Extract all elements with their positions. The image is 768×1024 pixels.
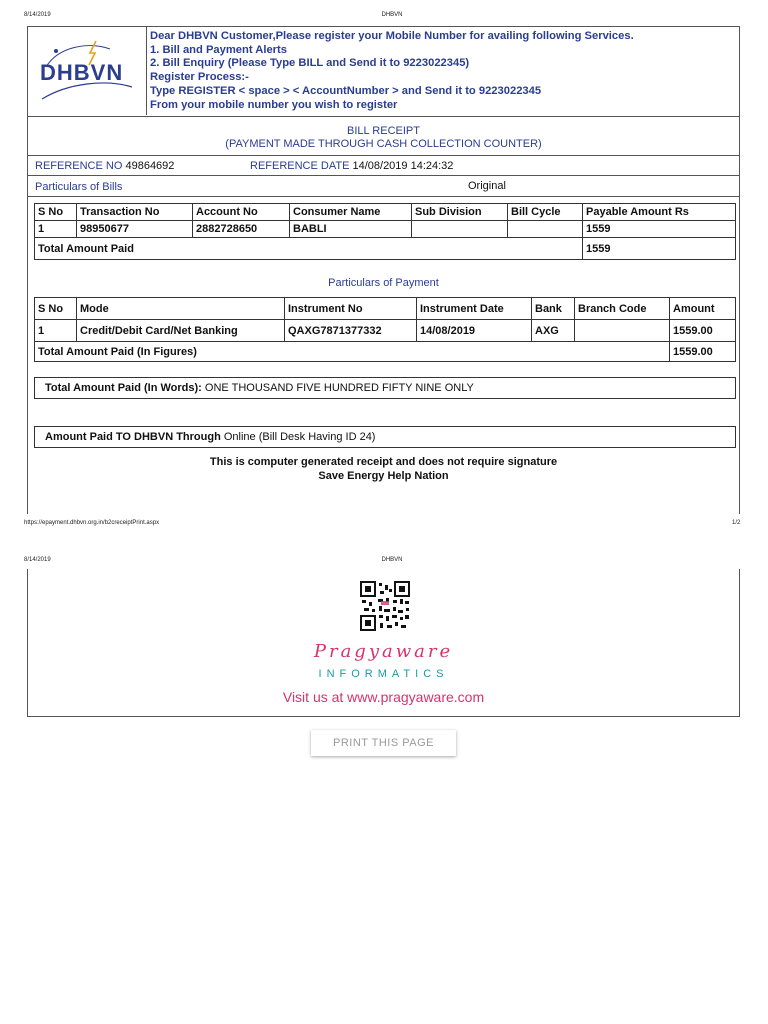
table-cell xyxy=(412,221,508,238)
table-cell: AXG xyxy=(532,320,575,342)
table-cell: 1559 xyxy=(583,221,736,238)
reference-date-label: REFERENCE DATE xyxy=(250,160,350,172)
column-header: S No xyxy=(35,298,77,320)
reference-date xyxy=(250,160,453,172)
column-header: Sub Division xyxy=(412,204,508,221)
table-header-row xyxy=(35,204,736,221)
total-row xyxy=(35,342,736,362)
payment-table xyxy=(34,297,736,362)
table-cell: 1 xyxy=(35,320,77,342)
print-date: 8/14/2019 xyxy=(24,557,51,563)
table-cell: 98950677 xyxy=(77,221,193,238)
sms-notice xyxy=(150,30,634,112)
amount-in-words-value: ONE THOUSAND FIVE HUNDRED FIFTY NINE ONLY xyxy=(204,382,474,394)
original-label: Original xyxy=(468,180,506,192)
total-row xyxy=(35,238,736,260)
column-header: Payable Amount Rs xyxy=(583,204,736,221)
column-header: Account No xyxy=(193,204,290,221)
page-number: 1/2 xyxy=(732,520,741,526)
table-cell: 1 xyxy=(35,221,77,238)
print-page-button[interactable]: PRINT THIS PAGE xyxy=(311,730,456,756)
logo-box xyxy=(28,27,147,115)
table-cell xyxy=(575,320,670,342)
notice-line: Dear DHBVN Customer,Please register your Mobile Number for availing following Services. xyxy=(150,30,634,42)
table-header-row xyxy=(35,298,736,320)
print-url: https://epayment.dhbvn.org.in/b2creceiptPrint.aspx xyxy=(24,520,160,526)
reference-date-value: 14/08/2019 14:24:32 xyxy=(352,160,454,172)
divider xyxy=(28,196,739,197)
notice-line: 2. Bill Enquiry (Please Type BILL and Send it to 9223022345) xyxy=(150,57,470,70)
print-title: DHBVN xyxy=(381,557,403,563)
column-header: Bill Cycle xyxy=(508,204,583,221)
column-header: Mode xyxy=(77,298,285,320)
column-header: Transaction No xyxy=(77,204,193,221)
print-date: 8/14/2019 xyxy=(24,12,51,18)
column-header: Instrument No xyxy=(285,298,417,320)
table-cell: QAXG7871377332 xyxy=(285,320,417,342)
column-header: Bank xyxy=(532,298,575,320)
total-value: 1559 xyxy=(583,238,736,260)
dhbvn-logo-text: DHBVN xyxy=(40,60,124,85)
footer-note: This is computer generated receipt and does not require signature xyxy=(209,456,558,468)
column-header: S No xyxy=(35,204,77,221)
page2-frame xyxy=(27,569,740,717)
reference-no-label: REFERENCE NO xyxy=(35,160,123,172)
divider xyxy=(28,116,739,117)
reference-no xyxy=(35,160,174,172)
print-title: DHBVN xyxy=(381,12,403,18)
notice-line: Type REGISTER < space > < AccountNumber > and Send it to 9223022345 xyxy=(150,84,542,97)
receipt-subtitle: (PAYMENT MADE THROUGH CASH COLLECTION COUNTER) xyxy=(225,138,542,150)
particulars-of-payment: Particulars of Payment xyxy=(328,277,439,289)
paid-through-value: Online (Bill Desk Having ID 24) xyxy=(223,431,376,443)
notice-line: From your mobile number you wish to register xyxy=(150,98,398,111)
table-cell: 2882728650 xyxy=(193,221,290,238)
table-cell: 14/08/2019 xyxy=(417,320,532,342)
paid-through-label: Amount Paid TO DHBVN Through xyxy=(45,431,221,443)
table-cell: Credit/Debit Card/Net Banking xyxy=(77,320,285,342)
table-cell: BABLI xyxy=(290,221,412,238)
visit-website-link[interactable]: Visit us at www.pragyaware.com xyxy=(282,689,485,705)
amount-in-words-label: Total Amount Paid (In Words): xyxy=(45,382,202,394)
paid-through xyxy=(34,426,736,448)
divider xyxy=(28,155,739,156)
receipt-frame xyxy=(27,26,740,514)
notice-line: Register Process:- xyxy=(150,71,249,84)
pragyaware-logo-text: Pragyaware xyxy=(313,641,454,662)
column-header: Amount xyxy=(670,298,736,320)
footer-slogan: Save Energy Help Nation xyxy=(318,470,449,482)
table-row xyxy=(35,320,736,342)
receipt-title: BILL RECEIPT xyxy=(347,125,420,137)
table-cell: 1559.00 xyxy=(670,320,736,342)
divider xyxy=(28,175,739,176)
column-header: Branch Code xyxy=(575,298,670,320)
column-header: Consumer Name xyxy=(290,204,412,221)
column-header: Instrument Date xyxy=(417,298,532,320)
notice-line: 1. Bill and Payment Alerts xyxy=(150,43,287,56)
total-label: Total Amount Paid (In Figures) xyxy=(35,342,670,362)
qr-code-icon xyxy=(360,581,410,631)
bills-table xyxy=(34,203,736,260)
total-value: 1559.00 xyxy=(670,342,736,362)
table-cell xyxy=(508,221,583,238)
amount-in-words xyxy=(34,377,736,399)
total-label: Total Amount Paid xyxy=(35,238,583,260)
particulars-of-bills: Particulars of Bills xyxy=(35,181,123,193)
pragyaware-tagline: INFORMATICS xyxy=(318,668,449,680)
table-row xyxy=(35,221,736,238)
reference-no-value: 49864692 xyxy=(125,160,175,172)
